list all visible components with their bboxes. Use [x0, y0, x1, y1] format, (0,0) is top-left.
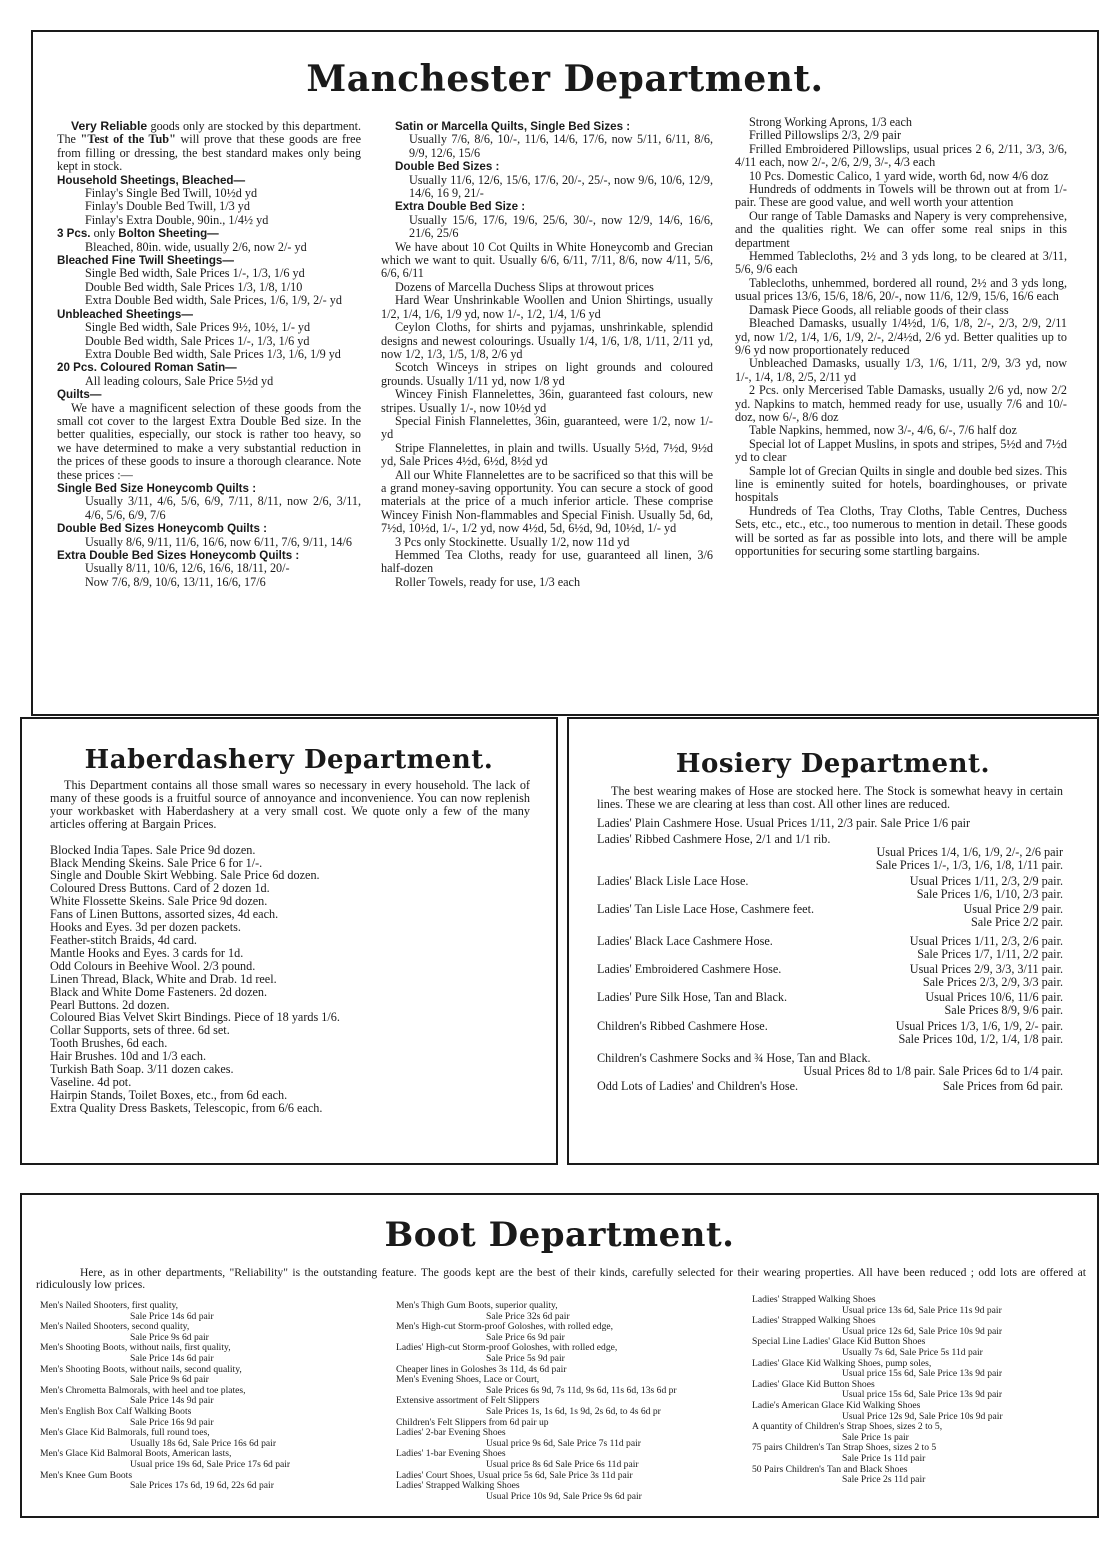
heading-single-honeycomb: Single Bed Size Honeycomb Quilts : — [57, 481, 257, 495]
hose-name: Children's Ribbed Cashmere Hose. — [597, 1018, 768, 1033]
list-item: Feather-stitch Braids, 4d card. — [50, 932, 197, 947]
boot-item: Ladies' Glace Kid Button Shoes — [752, 1378, 875, 1390]
hose-sale: Sale Prices 8/9, 9/6 pair. — [944, 1003, 1063, 1018]
hose-sale: Sale Price 2/2 pair. — [970, 914, 1063, 929]
list-item: Turkish Bath Soap. 3/11 dozen cakes. — [50, 1062, 234, 1077]
boot-price: Sale Price 9s 6d pair — [130, 1374, 209, 1386]
boot-item: Ladies' 1-bar Evening Shoes — [396, 1448, 506, 1460]
list-item: Extra Quality Dress Baskets, Telescopic, from 6/6 each. — [50, 1100, 323, 1115]
tub-test: "Test of the Tub" — [80, 132, 176, 147]
list-item: Black Mending Skeins. Sale Price 6 for 1/-. — [50, 855, 263, 870]
list-item: Single and Double Skirt Webbing. Sale Price 6d dozen. — [50, 868, 320, 883]
boot-col-3 — [752, 1295, 1082, 1486]
list-item: Hairpin Stands, Toilet Boxes, etc., from 6d each. — [50, 1087, 288, 1102]
haberdashery-list — [50, 844, 530, 1115]
boot-item: Men's Nailed Shooters, first quality, — [40, 1300, 179, 1311]
hose-name: Ladies' Pure Silk Hose, Tan and Black. — [597, 990, 787, 1005]
list-item: Hooks and Eyes. 3d per dozen packets. — [50, 920, 241, 935]
heading-bolton-sheeting — [57, 227, 361, 240]
paragraph: Hard Wear Unshrinkable Woollen and Union Shirtings, usually 1/2, 1/4, 1/6, 1/9 yd, now 1/-, 1/2, 1/4, 1/6 yd — [381, 293, 713, 321]
hose-row: Ladies' Plain Cashmere Hose. Usual Prices 1/11, 2/3 pair. Sale Price 1/6 pair — [597, 816, 971, 831]
boot-price: Sale Price 5s 9d pair — [486, 1352, 565, 1364]
hose-name: Odd Lots of Ladies' and Children's Hose. — [597, 1078, 799, 1093]
boot-price: Sale Prices 6s 9d, 7s 11d, 9s 6d, 11s 6d, 13s 6d pr — [486, 1384, 677, 1396]
haberdashery-intro: This Department contains all those small wares so necessary in every household. The lack of many of these goods is a fruitful source of annoyance and inconvenience. You can now replenish your workbasket with Haberdashery at a very small cost. We quote only a few of the many articles offering at Bargain Prices. — [50, 778, 530, 831]
boot-price: Usual price 19s 6d, Sale Price 17s 6d pair — [130, 1458, 291, 1470]
list-item: Pearl Buttons. 2d dozen. — [50, 997, 170, 1012]
heading-roman-satin: 20 Pcs. Coloured Roman Satin— — [57, 361, 237, 375]
list-item: Usually 7/6, 8/6, 10/-, 11/6, 14/6, 17/6, now 5/11, 6/11, 8/6, 9/9, 12/6, 15/6 — [409, 132, 713, 160]
hose-usual: Usual Prices 10/6, 11/6 pair. — [925, 990, 1063, 1005]
boot-price: Usual price 15s 6d, Sale Price 13s 9d pair — [842, 1389, 1003, 1401]
hose-name: Ladies' Tan Lisle Lace Hose, Cashmere feet. — [597, 901, 815, 916]
paragraph: Hundreds of oddments in Towels will be thrown out at from 1/- pair. These are good value, and well worth your attention — [735, 182, 1067, 210]
hose-sale: Sale Prices 1/-, 1/3, 1/6, 1/8, 1/11 pair. — [875, 858, 1063, 873]
boot-item: 75 pairs Children's Tan Strap Shoes, sizes 2 to 5 — [752, 1442, 937, 1454]
hose-row: Children's Cashmere Socks and ¾ Hose, Tan and Black. — [597, 1050, 871, 1065]
boot-item: Cheaper lines in Goloshes 3s 11d, 4s 6d pair — [396, 1363, 567, 1375]
hose-row — [597, 875, 1063, 888]
hosiery-intro: The best wearing makes of Hose are stocked here. The Stock is somewhat heavy in certain lines. These we are clearing at less than cost. All other lines are reduced. — [597, 784, 1063, 812]
heading-bolton-count: 3 Pcs. — [57, 227, 91, 241]
boot-item: Children's Felt Slippers from 6d pair up — [396, 1416, 549, 1428]
boot-price: Sale Price 2s 11d pair — [842, 1474, 926, 1486]
boot-price: Usually 18s 6d, Sale Price 16s 6d pair — [130, 1437, 277, 1449]
hose-usual: Usual Prices 1/11, 2/3, 2/6 pair. — [909, 933, 1063, 948]
boot-price: Sale Price 32s 6d pair — [486, 1310, 570, 1322]
boot-item: Ladies' High-cut Storm-proof Goloshes, with rolled edge, — [396, 1342, 618, 1354]
list-item: Now 7/6, 8/9, 10/6, 13/11, 16/6, 17/6 — [85, 574, 266, 589]
manchester-title: Manchester Department. — [306, 58, 824, 100]
list-item: Usually 15/6, 17/6, 19/6, 25/6, 30/-, now 12/9, 14/6, 16/6, 21/6, 25/6 — [409, 212, 713, 241]
hose-row — [597, 1080, 1063, 1093]
boot-item: 50 Pairs Children's Tan and Black Shoes — [752, 1463, 908, 1475]
haberdashery-body — [50, 779, 530, 1115]
boot-item: Men's Evening Shoes, Lace or Court, — [396, 1374, 540, 1386]
boot-item: Special Line Ladies' Glace Kid Button Shoes — [752, 1336, 926, 1348]
list-item: Double Bed width, Sale Prices 1/-, 1/3, 1/6 yd — [85, 333, 310, 348]
hose-sale: Sale Prices 2/3, 2/9, 3/3 pair. — [922, 975, 1063, 990]
paragraph: Hundreds of Tea Cloths, Tray Cloths, Table Centres, Duchess Sets, etc., etc., etc., too numerous to mention in detail. These goods will be sorted as far as possible into lots, and there will be ample opportunities for securing some startling bargains. — [735, 503, 1067, 558]
boot-item: Men's English Box Calf Walking Boots — [40, 1405, 192, 1417]
list-item: All leading colours, Sale Price 5½d yd — [85, 373, 274, 388]
hose-usual: Usual Prices 1/3, 1/6, 1/9, 2/- pair. — [895, 1018, 1063, 1033]
boot-item: Ladies' Glace Kid Walking Shoes, pump soles, — [752, 1357, 932, 1369]
hose-row: Ladies' Ribbed Cashmere Hose, 2/1 and 1/1 rib. — [597, 832, 831, 847]
hose-name: Ladies' Embroidered Cashmere Hose. — [597, 962, 782, 977]
boot-item: Men's Shooting Boots, without nails, second quality, — [40, 1363, 242, 1375]
paragraph: We have about 10 Cot Quilts in White Honeycomb and Grecian which we want to quit. Usually 6/6, 6/11, 7/11, 8/6, now 4/11, 5/6, 6/6, 6/11 — [381, 239, 713, 281]
boot-item: Ladies' 2-bar Evening Shoes — [396, 1427, 506, 1439]
boot-price: Usual price 9s 6d, Sale Price 7s 11d pair — [486, 1437, 641, 1449]
list-item: Finlay's Double Bed Twill, 1/3 yd — [85, 199, 250, 214]
hose-usual: Usual Prices 1/4, 1/6, 1/9, 2/-, 2/6 pair — [876, 845, 1063, 860]
list-item: Usually 3/11, 4/6, 5/6, 6/9, 7/11, 8/11, now 2/6, 3/11, 4/6, 5/6, 6/9, 7/6 — [85, 494, 361, 522]
list-item: Single Bed width, Sale Prices 9½, 10½, 1/- yd — [85, 320, 311, 335]
list-item: Black and White Dome Fasteners. 2d dozen. — [50, 984, 268, 999]
boot-section — [20, 1193, 1099, 1518]
paragraph: Bleached Damasks, usually 1/4½d, 1/6, 1/8, 2/-, 2/3, 2/9, 2/11 yd, now 1/2, 1/4, 1/6, 1/9, 2/-, 2/4½d, 2/6 yd. Better qualities up to 9/6 yd now proportionately reduced — [735, 316, 1067, 357]
paragraph: 2 Pcs. only Mercerised Table Damasks, usually 2/6 yd, now 2/2 yd. Napkins to match, hemmed ready for use, usually 7/6 and 10/- doz, now 6/-, 8/6 doz — [735, 383, 1067, 424]
paragraph: 10 Pcs. Domestic Calico, 1 yard wide, worth 6d, now 4/6 doz — [749, 168, 1049, 183]
paragraph: Strong Working Aprons, 1/3 each — [749, 115, 912, 129]
hose-usual: Usual Price 2/9 pair. — [963, 901, 1063, 916]
haberdashery-section — [20, 717, 558, 1165]
paragraph: Damask Piece Goods, all reliable goods of their class — [749, 302, 1009, 317]
heading-unbleached-sheetings: Unbleached Sheetings— — [57, 307, 193, 321]
boot-item: Men's Nailed Shooters, second quality, — [40, 1321, 190, 1333]
paragraph: Stripe Flannelettes, in plain and twills. Usually 5½d, 7½d, 9½d yd, Sale Prices 4½d, 6½d, 8½d yd — [381, 440, 713, 469]
heading-extra-double-bed-size: Extra Double Bed Size : — [395, 200, 526, 214]
list-item: Tooth Brushes, 6d each. — [50, 1036, 168, 1051]
list-item: Linen Thread, Black, White and Drab. 1d reel. — [50, 971, 277, 986]
list-item: Odd Colours in Beehive Wool. 2/3 pound. — [50, 958, 256, 973]
heading-satin-quilts: Satin or Marcella Quilts, Single Bed Sizes : — [395, 120, 631, 133]
hose-name: Ladies' Black Lisle Lace Hose. — [597, 873, 749, 888]
boot-price: Usual price 15s 6d, Sale Price 13s 9d pair — [842, 1368, 1003, 1380]
boot-price: Sale Price 1s pair — [842, 1431, 909, 1443]
paragraph: Frilled Embroidered Pillowslips, usual prices 2 6, 2/11, 3/3, 3/6, 4/11 each, now 2/-, 2/6, 2/9, 3/-, 4/3 each — [735, 141, 1067, 170]
boot-item: Men's Glace Kid Balmoral Boots, American lasts, — [40, 1448, 232, 1460]
paragraph: Roller Towels, ready for use, 1/3 each — [395, 574, 581, 589]
boot-price: Usual price 13s 6d, Sale Price 11s 9d pair — [842, 1304, 1002, 1316]
list-item: Bleached, 80in. wide, usually 2/6, now 2/- yd — [85, 239, 307, 254]
list-item: Double Bed width, Sale Prices 1/3, 1/8, 1/10 — [85, 279, 303, 294]
list-item: Usually 8/6, 9/11, 11/6, 16/6, now 6/11, 7/6, 9/11, 14/6 — [85, 534, 352, 549]
hosiery-section — [567, 717, 1099, 1165]
paragraph: Unbleached Damasks, usually 1/3, 1/6, 1/11, 2/9, 3/3 yd, now 1/-, 1/4, 1/8, 2/5, 2/11 yd — [735, 356, 1067, 384]
boot-item: A quantity of Children's Strap Shoes, sizes 2 to 5, — [752, 1421, 943, 1433]
boot-price: Sale Price 16s 9d pair — [130, 1416, 214, 1428]
boot-item: Men's High-cut Storm-proof Goloshes, with rolled edge, — [396, 1321, 614, 1333]
list-item: Finlay's Extra Double, 90in., 1/4½ yd — [85, 212, 269, 227]
boot-price: Sale Prices 1s, 1s 6d, 1s 9d, 2s 6d, to 4s 6d pr — [486, 1405, 661, 1417]
boot-item: Men's Knee Gum Boots — [40, 1469, 133, 1481]
boot-price: Sale Price 14s 6d pair — [130, 1352, 214, 1364]
boot-price: Usual price 12s 6d, Sale Price 10s 9d pair — [842, 1325, 1003, 1337]
list-item: Collar Supports, sets of three. 6d set. — [50, 1023, 230, 1038]
list-item: Mantle Hooks and Eyes. 3 cards for 1d. — [50, 945, 244, 960]
paragraph: Sample lot of Grecian Quilts in single and double bed sizes. This line is eminently suited for hotels, boardinghouses, or private hospitals — [735, 463, 1067, 505]
boot-item: Ladies' Court Shoes, Usual price 5s 6d, Sale Price 3s 11d pair — [396, 1469, 633, 1481]
list-item: White Flossette Skeins. Sale Price 9d dozen. — [50, 894, 268, 909]
hose-usual: Usual Prices 1/11, 2/3, 2/9 pair. — [909, 873, 1063, 888]
hose-row — [597, 1020, 1063, 1033]
heading-extra-double-honeycomb: Extra Double Bed Sizes Honeycomb Quilts : — [57, 549, 300, 562]
hosiery-title: Hosiery Department. — [675, 749, 991, 779]
hose-sale: Sale Prices 10d, 1/2, 1/4, 1/8 pair. — [898, 1031, 1063, 1046]
list-item: Extra Double Bed width, Sale Prices 1/3, 1/6, 1/9 yd — [85, 346, 341, 361]
heading-double-honeycomb: Double Bed Sizes Honeycomb Quilts : — [57, 522, 268, 536]
boot-item: Ladie's American Glace Kid Walking Shoes — [752, 1399, 921, 1411]
intro-text: goods only are stocked by this department. The — [57, 119, 361, 147]
hose-usual: Usual Prices 2/9, 3/3, 3/11 pair. — [909, 962, 1063, 977]
boot-price: Usual Price 10s 9d, Sale Price 9s 6d pair — [486, 1490, 642, 1502]
heading-bolton-only: only — [90, 226, 119, 241]
paragraph: 3 Pcs only Stockinette. Usually 1/2, now 11d yd — [395, 534, 630, 549]
paragraph: Tablecloths, unhemmed, bordered all round, 2½ and 3 yds long, usual prices 13/6, 15/6, 18/6, 20/-, now 11/6, 12/9, 15/6, 16/6 each — [735, 275, 1067, 304]
hose-sale: Sale Prices 1/6, 1/10, 2/3 pair. — [916, 886, 1063, 901]
list-item: Fans of Linen Buttons, assorted sizes, 4d each. — [50, 907, 279, 922]
paragraph: Special Finish Flannelettes, 36in, guaranteed, were 1/2, now 1/- yd — [381, 413, 713, 442]
list-item: Usually 8/11, 10/6, 12/6, 16/6, 18/11, 20/- — [85, 561, 290, 576]
boot-item: Men's Thigh Gum Boots, superior quality, — [396, 1300, 558, 1311]
list-item: Blocked India Tapes. Sale Price 9d dozen. — [50, 842, 256, 857]
list-item: Usually 11/6, 12/6, 15/6, 17/6, 20/-, 25/-, now 9/6, 10/6, 12/9, 14/6, 16 9, 21/- — [409, 172, 713, 201]
boot-col-2 — [396, 1301, 746, 1502]
hose-prices: Usual Prices 8d to 1/8 pair. Sale Prices 6d to 1/4 pair. — [803, 1063, 1063, 1078]
heading-household-sheetings: Household Sheetings, Bleached— — [57, 173, 246, 187]
paragraph: Special lot of Lappet Muslins, in spots and stripes, 5½d and 7½d yd to clear — [735, 436, 1067, 465]
list-item: Coloured Dress Buttons. Card of 2 dozen 1d. — [50, 881, 270, 896]
paragraph: Wincey Finish Flannelettes, 36in, guaranteed fast colours, new stripes. Usually 1/-, now 10½d yd — [381, 387, 713, 415]
heading-bleached-twill: Bleached Fine Twill Sheetings— — [57, 254, 234, 268]
hose-name: Ladies' Black Lace Cashmere Hose. — [597, 933, 773, 948]
paragraph: Scotch Winceys in stripes on light grounds and coloured grounds. Usually 1/11 yd, now 1/8 yd — [381, 360, 713, 388]
list-item: Extra Double Bed width, Sale Prices, 1/6, 1/9, 2/- yd — [85, 293, 342, 308]
boot-price: Usually 7s 6d, Sale Price 5s 11d pair — [842, 1346, 983, 1358]
boot-price: Sale Price 14s 6d pair — [130, 1310, 214, 1322]
manchester-col-3 — [735, 116, 1067, 558]
boot-item: Men's Glace Kid Balmorals, full round toes, — [40, 1427, 210, 1439]
boot-item: Ladies' Strapped Walking Shoes — [752, 1294, 876, 1305]
paragraph: Table Napkins, hemmed, now 3/-, 4/6, 6/-, 7/6 half doz — [749, 423, 1017, 438]
intro-end: will prove that these goods are free from filling or dressing, the best standard makes only being kept in stock. — [57, 132, 361, 174]
boot-item: Extensive assortment of Felt Slippers — [396, 1395, 540, 1407]
paragraph: Hemmed Tea Cloths, ready for use, guaranteed all linen, 3/6 half-dozen — [381, 548, 713, 576]
boot-item: Men's Chrometta Balmorals, with heel and toe plates, — [40, 1384, 246, 1396]
boot-title: Boot Department. — [384, 1215, 735, 1255]
boot-item: Ladies' Strapped Walking Shoes — [396, 1480, 520, 1492]
intro-bold: Very Reliable — [71, 119, 148, 133]
paragraph: All our White Flannelettes are to be sacrificed so that this will be a grand money-saving opportunity. You can secure a stock of good materials at the price of a much inferior article. These comprise Wincey Finish Non-flammables and Special Finish. Usually 5d, 6d, 7½d, 10½d, 1/-, 1/2 yd, now 4½d, 5d, 6½d, 9d, 10½d, 1/- yd — [381, 467, 713, 536]
boot-price: Usual price 8s 6d Sale Price 6s 11d pair — [486, 1458, 639, 1470]
boot-col-1 — [40, 1301, 380, 1492]
list-item: Coloured Bias Velvet Skirt Bindings. Piece of 18 yards 1/6. — [50, 1010, 340, 1025]
manchester-section — [31, 30, 1099, 716]
quilts-paragraph: We have a magnificent selection of these goods from the small cot cover to the largest Extra Double Bed size. In the better qualities, especially, our stock is rather too heavy, so we have determined to make a very substantial reduction in the prices of these goods to insure a thorough clearance. Note these prices :— — [57, 400, 361, 482]
boot-intro: Here, as in other departments, "Reliability" is the outstanding feature. The goods kept are the best of their kinds, carefully selected for their wearing properties. All have been reduced ; odd lots are offered at ridiculously low prices. — [36, 1266, 1086, 1292]
boot-price: Sale Price 6s 9d pair — [486, 1331, 565, 1343]
boot-price: Sale Price 14s 9d pair — [130, 1395, 214, 1407]
hose-sale: Sale Prices from 6d pair. — [942, 1078, 1063, 1093]
boot-price: Usual Price 12s 9d, Sale Price 10s 9d pair — [842, 1410, 1003, 1422]
list-item: Vaseline. 4d pot. — [50, 1074, 132, 1089]
hose-sale: Sale Prices 1/7, 1/11, 2/2 pair. — [917, 947, 1063, 962]
list-item: Finlay's Single Bed Twill, 10½d yd — [85, 186, 258, 201]
list-item: Single Bed width, Sale Prices 1/-, 1/3, 1/6 yd — [85, 266, 305, 281]
list-item: Hair Brushes. 10d and 1/3 each. — [50, 1049, 207, 1064]
boot-item: Men's Shooting Boots, without nails, first quality, — [40, 1342, 231, 1354]
paragraph: Dozens of Marcella Duchess Slips at throwout prices — [395, 279, 654, 294]
hose-row — [597, 903, 1063, 916]
heading-quilts: Quilts— — [57, 388, 102, 402]
boot-item: Ladies' Strapped Walking Shoes — [752, 1315, 876, 1327]
boot-price: Sale Prices 17s 6d, 19 6d, 22s 6d pair — [130, 1480, 274, 1492]
paragraph: Our range of Table Damasks and Napery is very comprehensive, and the qualities right. We can offer some real snips in this department — [735, 208, 1067, 250]
hosiery-body — [597, 785, 1063, 1093]
heading-bolton-name: Bolton Sheeting— — [118, 227, 219, 241]
paragraph: Ceylon Cloths, for shirts and pyjamas, unshrinkable, splendid designs and newest colourings. Usually 1/4, 1/6, 1/8, 1/11, 2/11 yd, now 1/2, 1/3, 1/5, 1/8, 2/6 yd — [381, 320, 713, 361]
haberdashery-title: Haberdashery Department. — [84, 745, 494, 775]
paragraph: Hemmed Tablecloths, 2½ and 3 yds long, to be cleared at 3/11, 5/6, 9/6 each — [735, 249, 1067, 277]
boot-price: Sale Price 9s 6d pair — [130, 1331, 209, 1343]
manchester-col-2 — [381, 120, 713, 589]
boot-price: Sale Price 1s 11d pair — [842, 1452, 926, 1464]
manchester-col-1 — [57, 120, 361, 589]
heading-double-bed-sizes: Double Bed Sizes : — [395, 160, 500, 174]
paragraph: Frilled Pillowslips 2/3, 2/9 pair — [749, 128, 902, 143]
